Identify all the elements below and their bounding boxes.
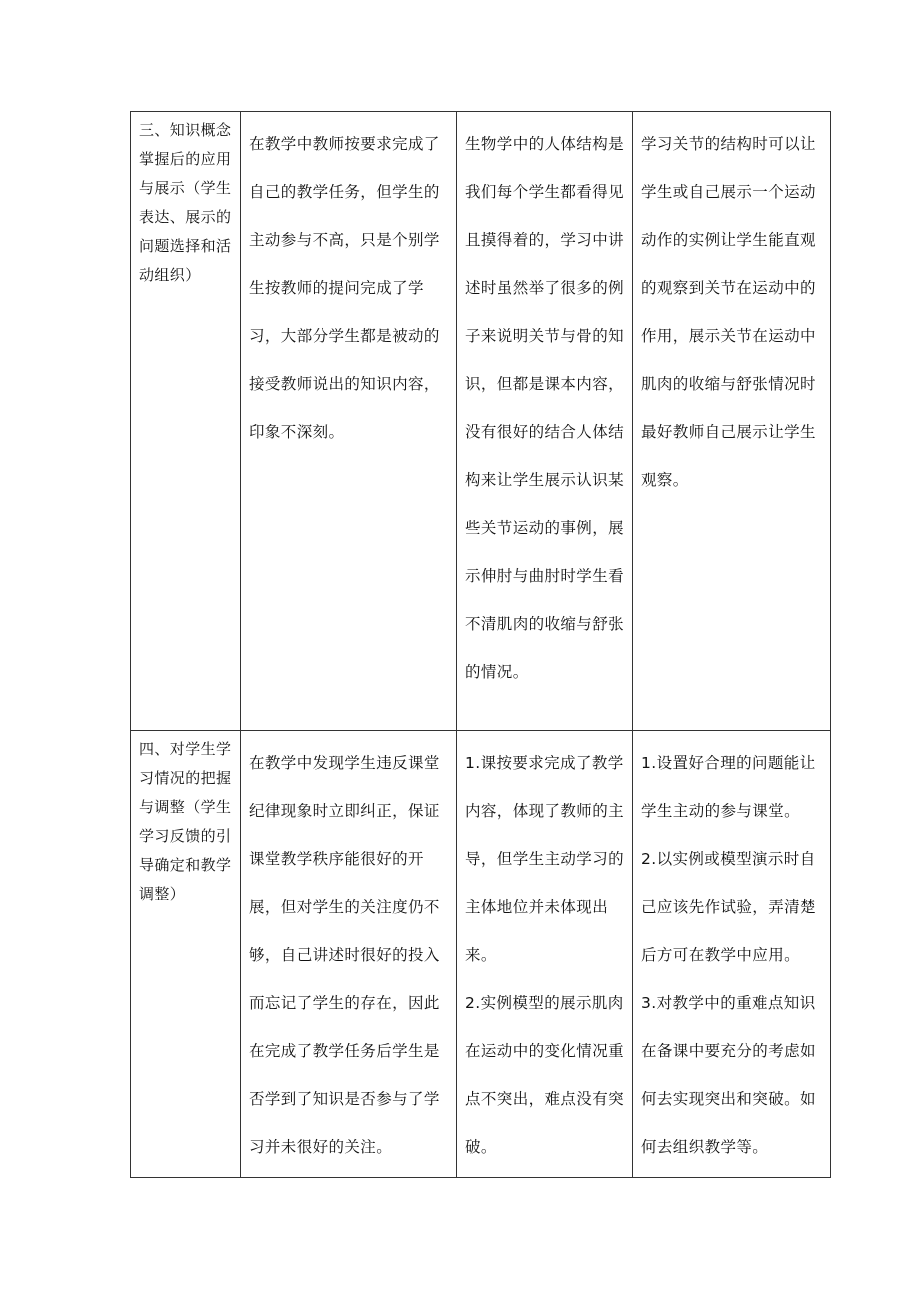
cell-paragraph: 在教学中发现学生违反课堂纪律现象时立即纠正，保证课堂教学秩序能很好的开展，但对学生的关注度仍不够，自己讲述时很好的投入而忘记了学生的存在，因此在完成了教学任务后学生是否学到了知识是否参与了学习并未很好的关注。	[249, 754, 440, 1156]
improvement-cell	[633, 112, 831, 731]
problem-cell	[457, 731, 633, 1178]
cell-paragraph: 1.课按要求完成了教学内容，体现了教师的主导，但学生主动学习的主体地位并未体现出来。	[465, 754, 625, 964]
row-label-cell	[131, 112, 241, 731]
row-label: 四、对学生学习情况的把握与调整（学生学习反馈的引导确定和教学调整）	[139, 740, 232, 903]
cell-paragraph: 学习关节的结构时可以让学生或自己展示一个运动动作的实例让学生能直观的观察到关节在运动中的作用，展示关节在运动中肌肉的收缩与舒张情况时最好教师自己展示让学生观察。	[641, 135, 816, 489]
cell-paragraph: 生物学中的人体结构是我们每个学生都看得见且摸得着的，学习中讲述时虽然举了很多的例子来说明关节与骨的知识，但都是课本内容，没有很好的结合人体结构来让学生展示认识某些关节运动的事例，展示伸肘与曲肘时学生看不清肌肉的收缩与舒张的情况。	[465, 135, 625, 681]
cell-paragraph: 2.以实例或模型演示时自己应该先作试验，弄清楚后方可在教学中应用。	[641, 850, 816, 964]
problem-cell	[457, 112, 633, 731]
table-row	[131, 112, 831, 731]
cell-paragraph: 在教学中教师按要求完成了自己的教学任务，但学生的主动参与不高，只是个别学生按教师的提问完成了学习，大部分学生都是被动的接受教师说出的知识内容，印象不深刻。	[249, 135, 440, 441]
situation-cell	[241, 731, 457, 1178]
cell-paragraph: 3.对教学中的重难点知识在备课中要充分的考虑如何去实现突出和突破。如何去组织教学等。	[641, 994, 816, 1156]
table-row	[131, 731, 831, 1178]
situation-cell	[241, 112, 457, 731]
reflection-table	[130, 111, 831, 1178]
cell-paragraph: 2.实例模型的展示肌肉在运动中的变化情况重点不突出，难点没有突破。	[465, 994, 625, 1156]
row-label-cell	[131, 731, 241, 1178]
row-label: 三、知识概念掌握后的应用与展示（学生表达、展示的问题选择和活动组织）	[139, 121, 232, 284]
improvement-cell	[633, 731, 831, 1178]
cell-paragraph: 1.设置好合理的问题能让学生主动的参与课堂。	[641, 754, 816, 820]
